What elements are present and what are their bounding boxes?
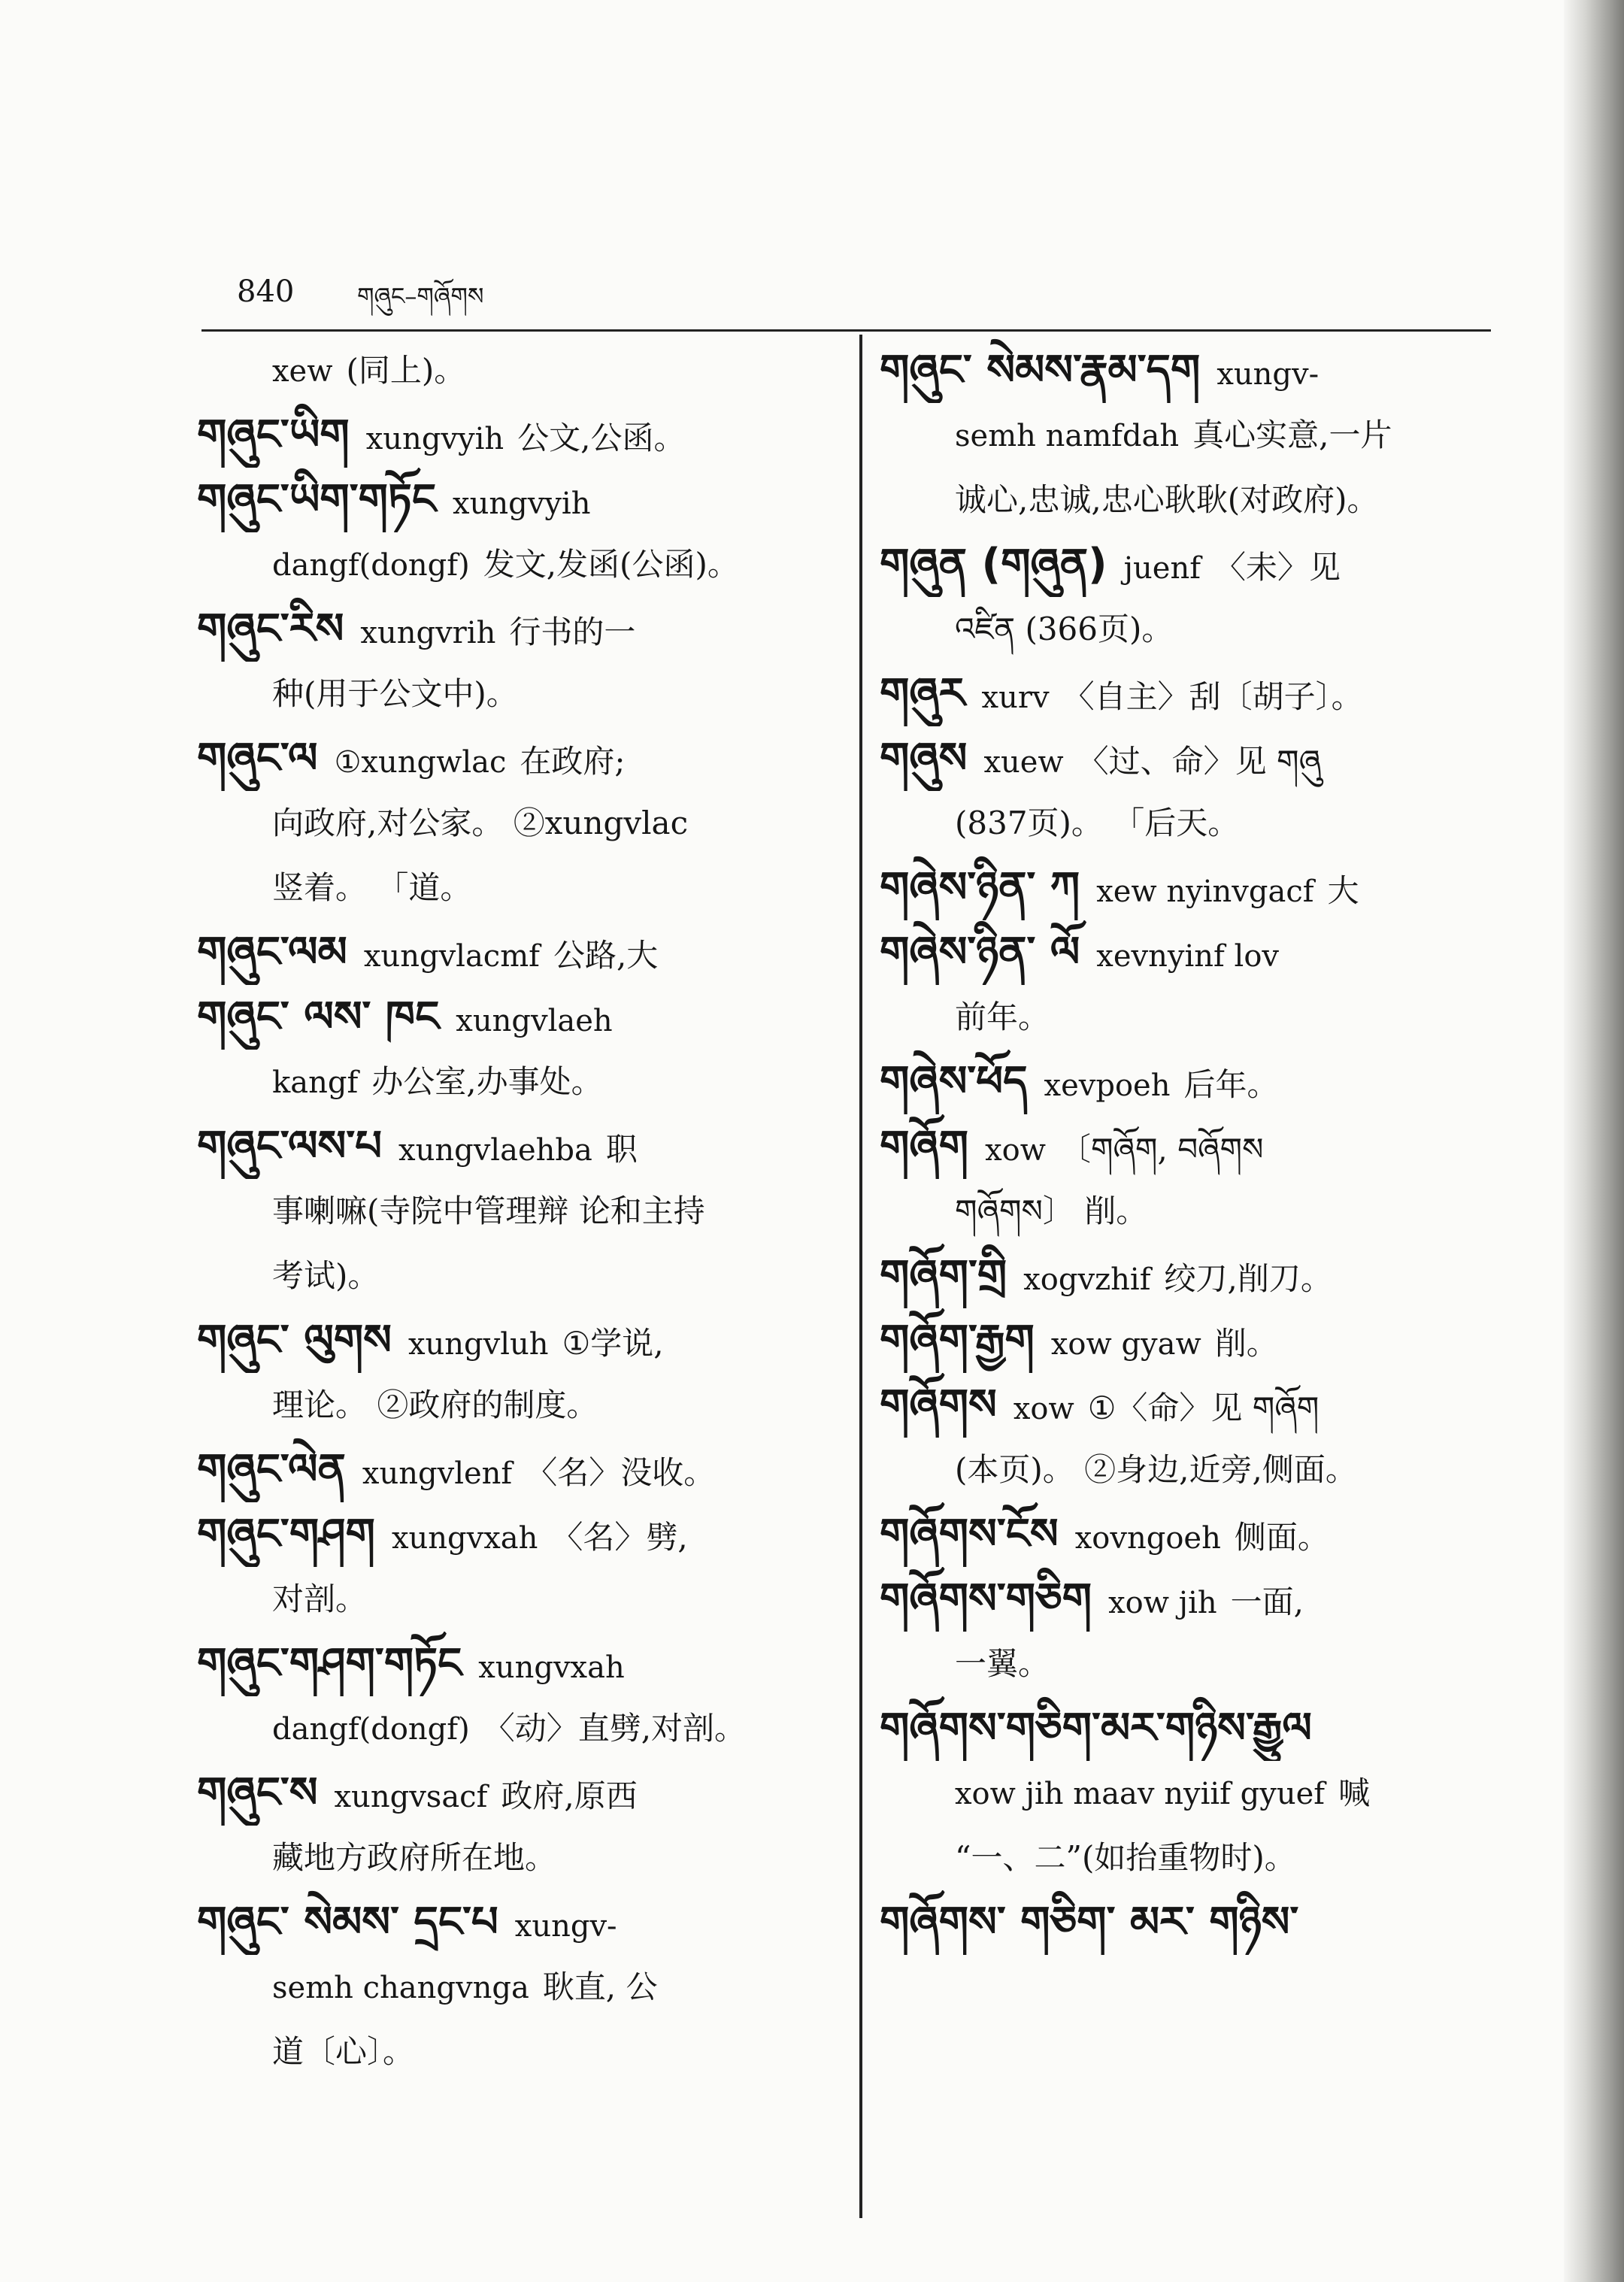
romanization: xew	[272, 354, 333, 389]
entry-headline	[880, 1890, 1492, 1955]
dictionary-entry	[880, 1114, 1492, 1244]
entry-continuation	[880, 1761, 1492, 1826]
header-rule	[201, 329, 1491, 332]
definition-text: 藏地方政府所在地。	[272, 1839, 557, 1876]
definition-text: (同上)。	[346, 352, 466, 389]
dictionary-entry	[197, 338, 821, 403]
romanization: xungvrih	[360, 616, 496, 650]
definition-text: 对剖。	[272, 1580, 368, 1617]
dictionary-entry	[197, 1114, 821, 1308]
dictionary-entry	[880, 532, 1492, 662]
entry-headline	[197, 920, 821, 985]
tibetan-headword: གཞོག་རྒྱག	[880, 1316, 1035, 1365]
entry-continuation	[197, 1567, 821, 1632]
dictionary-entry	[197, 726, 821, 920]
romanization: xungvxah	[478, 1650, 625, 1685]
tibetan-headword: གཞེས་ཕོད	[880, 1057, 1028, 1106]
romanization: ①xungwlac	[334, 745, 507, 780]
entry-continuation	[880, 1179, 1492, 1244]
tibetan-headword: གཞུང་ ལུགས	[197, 1316, 392, 1365]
entry-headline	[880, 662, 1492, 726]
dictionary-entry	[197, 597, 821, 726]
left-column	[197, 338, 821, 2084]
definition-text: 考试)。	[272, 1257, 380, 1294]
definition-text: 〔གཞོག, བཞོགས	[1059, 1131, 1264, 1168]
entry-continuation	[197, 338, 821, 403]
definition-text: 〈名〉劈,	[551, 1519, 688, 1556]
tibetan-headword: གཞེས་ཉིན་ ལོ	[880, 928, 1080, 977]
entry-headline	[880, 1308, 1492, 1373]
entry-headline	[880, 1050, 1492, 1114]
page-edge-shadow	[1564, 0, 1624, 2282]
dictionary-entry	[197, 468, 821, 597]
definition-text: 侧面。	[1234, 1519, 1329, 1556]
dictionary-entry	[197, 920, 821, 985]
tibetan-headword: གཞོག	[880, 1122, 969, 1171]
tibetan-headword: གཞུང་གཤག་གཏོང	[197, 1639, 462, 1688]
definition-text: “一、二”(如抬重物时)。	[955, 1839, 1296, 1876]
definition-text: 大	[1327, 872, 1359, 909]
entry-headline	[197, 985, 821, 1050]
dictionary-entry	[880, 1050, 1492, 1114]
romanization: xow jih maav nyiif gyuef	[955, 1777, 1326, 1811]
entry-continuation	[880, 1438, 1492, 1502]
romanization: xungv-	[514, 1909, 617, 1944]
dictionary-entry	[197, 1438, 821, 1502]
romanization: juenf	[1123, 551, 1201, 586]
definition-text: 道〔心〕。	[272, 2033, 415, 2070]
romanization: xow jih	[1108, 1586, 1217, 1620]
entry-continuation	[197, 1179, 821, 1244]
definition-text: 削。	[1214, 1325, 1278, 1362]
definition-text: 〈名〉没收。	[526, 1454, 716, 1491]
entry-continuation	[197, 1244, 821, 1308]
romanization: xungvluh	[408, 1327, 549, 1362]
entry-continuation	[880, 597, 1492, 662]
right-column	[880, 338, 1492, 1955]
definition-text: འཛིན (366页)。	[955, 611, 1174, 647]
entry-headline	[197, 1890, 821, 1955]
tibetan-headword: གཞོགས་གཅིག	[880, 1574, 1092, 1623]
definition-text: 喊	[1338, 1774, 1371, 1811]
entry-headline	[880, 532, 1492, 597]
entry-continuation	[880, 468, 1492, 532]
dictionary-entry	[197, 1890, 821, 2084]
definition-text: 公路,大	[553, 937, 659, 974]
definition-text: 在政府;	[520, 743, 626, 780]
entry-continuation	[197, 1955, 821, 2020]
romanization: dangf(dongf)	[272, 1712, 470, 1747]
definition-text: 行书的一	[509, 614, 636, 650]
definition-text: 政府,原西	[501, 1777, 638, 1814]
definition-text: 竖着。 「道。	[272, 869, 472, 906]
page-number: 840	[237, 274, 295, 309]
entry-continuation	[197, 791, 821, 856]
romanization: xungvlaehba	[398, 1133, 592, 1168]
entry-headline	[197, 1761, 821, 1826]
definition-text: 职	[605, 1131, 638, 1168]
entry-continuation	[880, 791, 1492, 856]
entry-headline	[197, 1114, 821, 1179]
tibetan-headword: གཞུང་ལས་པ	[197, 1122, 383, 1171]
definition-text: (本页)。 ②身边,近旁,侧面。	[955, 1451, 1357, 1488]
entry-headline	[880, 920, 1492, 985]
dictionary-entry	[197, 1502, 821, 1632]
tibetan-headword: གཞུན (གཞུན)	[880, 540, 1107, 589]
definition-text: (837页)。 「后天。	[955, 805, 1240, 841]
dictionary-entry	[197, 1308, 821, 1438]
entry-continuation	[197, 1696, 821, 1761]
romanization: xow gyaw	[1050, 1327, 1201, 1362]
tibetan-headword: གཞུས	[880, 734, 968, 783]
entry-continuation	[197, 662, 821, 726]
entry-continuation	[197, 856, 821, 920]
entry-continuation	[880, 985, 1492, 1050]
dictionary-entry	[197, 985, 821, 1114]
tibetan-headword: གཞུང་གཤག	[197, 1510, 375, 1559]
tibetan-headword: གཞུང་ལམ	[197, 928, 347, 977]
definition-text: ①〈命〉见 གཞོག	[1087, 1390, 1320, 1426]
tibetan-headword: གཞུང་ལེན	[197, 1445, 346, 1494]
definition-text: 后年。	[1183, 1066, 1279, 1103]
romanization: xungvlaeh	[456, 1004, 613, 1038]
definition-text: 绞刀,削刀。	[1164, 1260, 1332, 1297]
romanization: xungvxah	[391, 1521, 538, 1556]
definition-text: 理论。 ②政府的制度。	[272, 1386, 598, 1423]
dictionary-entry	[880, 1244, 1492, 1308]
dictionary-entry	[880, 1502, 1492, 1567]
romanization: semh changvnga	[272, 1971, 529, 2005]
romanization: kangf	[272, 1065, 359, 1100]
romanization: dangf(dongf)	[272, 548, 470, 583]
dictionary-entry	[880, 856, 1492, 920]
tibetan-headword: གཞུང་ས	[197, 1768, 318, 1817]
entry-headline	[880, 1244, 1492, 1308]
entry-headline	[880, 338, 1492, 403]
definition-text: 种(用于公文中)。	[272, 675, 518, 712]
dictionary-entry	[197, 1632, 821, 1761]
romanization: semh namfdah	[955, 419, 1180, 453]
tibetan-headword: གཞུར	[880, 669, 965, 718]
romanization: xogvzhif	[1023, 1262, 1151, 1297]
definition-text: 办公室,办事处。	[371, 1063, 603, 1100]
definition-text: 前年。	[955, 999, 1050, 1035]
romanization: xovngoeh	[1074, 1521, 1221, 1556]
entry-headline	[197, 468, 821, 532]
entry-headline	[880, 856, 1492, 920]
dictionary-entry	[197, 1761, 821, 1890]
entry-continuation	[197, 1826, 821, 1890]
entry-headline	[197, 1438, 821, 1502]
tibetan-headword: གཞུང་ ལས་ ཁང	[197, 993, 440, 1041]
romanization: xungvyih	[365, 422, 504, 456]
dictionary-entry	[880, 1567, 1492, 1696]
entry-headline	[880, 1373, 1492, 1438]
definition-text: གཞོགས〕 削。	[955, 1193, 1148, 1229]
tibetan-headword: གཞོགས་གཅིག་མར་གཉིས་རྒྱུལ	[880, 1704, 1312, 1753]
column-divider	[859, 335, 862, 2218]
tibetan-headword: གཞོག་གྲི	[880, 1251, 1007, 1300]
definition-text: 〈自主〉刮〔胡子〕。	[1062, 678, 1363, 715]
definition-text: 真心实意,一片	[1192, 417, 1392, 453]
dictionary-entry	[880, 920, 1492, 1050]
tibetan-headword: གཞུང་ སེམས་རྣམ་དག	[880, 346, 1201, 395]
romanization: xevpoeh	[1044, 1068, 1171, 1103]
dictionary-entry	[880, 662, 1492, 726]
definition-text: ①学说,	[562, 1325, 664, 1362]
tibetan-headword: གཞོགས་ངོས	[880, 1510, 1059, 1559]
entry-continuation	[880, 1826, 1492, 1890]
tibetan-headword: གཞུང་ལ	[197, 734, 318, 783]
entry-headline	[880, 1567, 1492, 1632]
tibetan-headword: གཞུང་ སེམས་ དྲང་པ	[197, 1898, 498, 1947]
entry-continuation	[880, 403, 1492, 468]
definition-text: 事喇嘛(寺院中管理辩 论和主持	[272, 1193, 705, 1229]
entry-headline	[880, 1696, 1492, 1761]
entry-headline	[880, 1502, 1492, 1567]
entry-headline	[197, 726, 821, 791]
tibetan-headword: གཞུང་རིས	[197, 605, 344, 653]
definition-text: 一面,	[1230, 1583, 1304, 1620]
romanization: xevnyinf lov	[1096, 939, 1280, 974]
romanization: xuew	[983, 745, 1064, 780]
entry-continuation	[197, 1373, 821, 1438]
tibetan-headword: གཞོགས	[880, 1380, 997, 1429]
romanization: xurv	[981, 680, 1050, 715]
romanization: xow	[1013, 1392, 1074, 1426]
romanization: xungvyih	[453, 486, 591, 521]
definition-text: 耿直, 公	[542, 1968, 658, 2005]
dictionary-entry	[880, 726, 1492, 856]
tibetan-headword: གཞུང་ཡིག་གཏོང	[197, 475, 437, 524]
entry-headline	[197, 403, 821, 468]
dictionary-entry	[880, 1890, 1492, 1955]
definition-text: 〈动〉直劈,对剖。	[483, 1710, 747, 1747]
definition-text: 一翼。	[955, 1645, 1050, 1682]
romanization: xungv-	[1216, 357, 1320, 392]
romanization: xungvsacf	[334, 1780, 488, 1814]
dictionary-entry	[880, 338, 1492, 532]
entry-headline	[197, 597, 821, 662]
romanization: xow	[985, 1133, 1046, 1168]
dictionary-entry	[880, 1308, 1492, 1373]
definition-text: 〈未〉见	[1214, 549, 1341, 586]
dictionary-entry	[880, 1373, 1492, 1502]
definition-text: 诚心,忠诚,忠心耿耿(对政府)。	[955, 481, 1379, 518]
tibetan-headword: གཞུང་ཡིག	[197, 411, 350, 459]
romanization: xew nyinvgacf	[1096, 874, 1314, 909]
entry-headline	[197, 1502, 821, 1567]
romanization: xungvlenf	[362, 1456, 513, 1491]
entry-continuation	[197, 1050, 821, 1114]
definition-text: 〈过、命〉见 གཞུ	[1077, 743, 1321, 780]
tibetan-headword: གཞེས་ཉིན་ ཀ	[880, 863, 1080, 912]
entry-continuation	[197, 532, 821, 597]
entry-headline	[880, 726, 1492, 791]
romanization: xungvlacmf	[363, 939, 540, 974]
entry-headline	[880, 1114, 1492, 1179]
running-head: གཞུང–གཞོགས	[357, 282, 484, 311]
dictionary-entry	[197, 403, 821, 468]
tibetan-headword: གཞོགས་ གཅིག་ མར་ གཉིས་	[880, 1898, 1299, 1947]
entry-continuation	[197, 2020, 821, 2084]
definition-text: 公文,公函。	[517, 420, 686, 456]
definition-text: 向政府,对公家。 ②xungvlac	[272, 805, 689, 841]
entry-headline	[197, 1632, 821, 1696]
dictionary-entry	[880, 1696, 1492, 1890]
entry-headline	[197, 1308, 821, 1373]
definition-text: 发文,发函(公函)。	[483, 546, 739, 583]
entry-continuation	[880, 1632, 1492, 1696]
